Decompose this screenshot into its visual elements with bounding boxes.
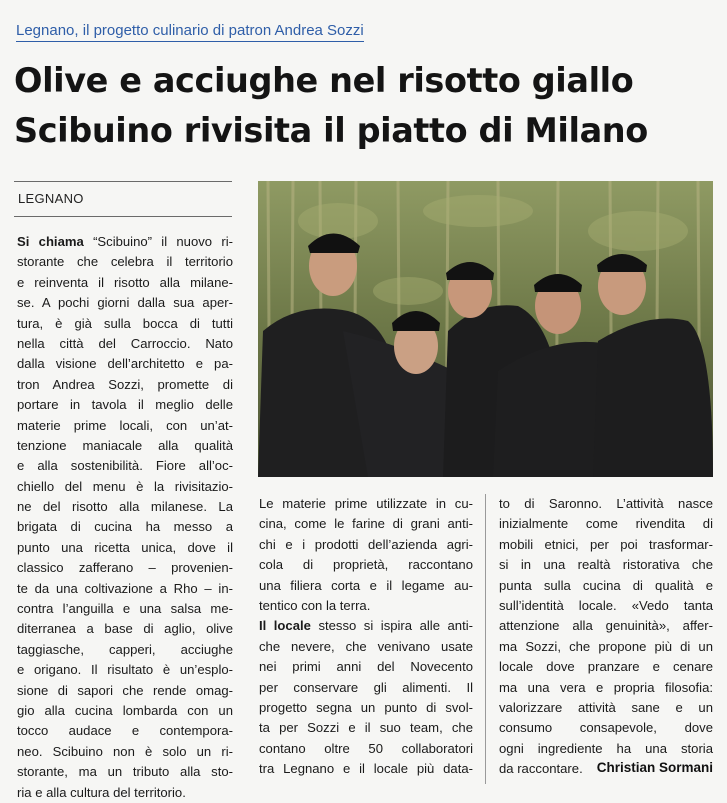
text-line: ma Sozzi, che propone più di un (499, 638, 713, 654)
byline: Christian Sormani (596, 760, 713, 775)
dateline: LEGNANO (18, 191, 84, 206)
text-line: consumo consapevole, dove (499, 720, 713, 736)
text-line: cola di proprietà, raccontano (259, 557, 473, 573)
text-line: da raccontare. (499, 761, 583, 777)
text-line: e reinventa il risotto alla milane- (17, 274, 233, 290)
headline-line-1: Olive e acciughe nel risotto giallo (14, 61, 634, 100)
text-line: ogni ingrediente ha una storia (499, 740, 713, 756)
text-line: inizialmente come rivendita di (499, 516, 713, 532)
text-line: ta per Sozzi e il suo team, che (259, 720, 473, 736)
lead-words: Il locale (259, 618, 311, 634)
text-line: nella città del Carroccio. Nato (17, 335, 233, 351)
text-line: sione di sapori che rende omag- (17, 682, 233, 698)
rule-top (14, 181, 232, 182)
text-line: contano oltre 50 collaboratori (259, 740, 473, 756)
text-line: to di Saronno. L’attività nasce (499, 496, 713, 511)
text-line: taggiasche, capperi, acciughe (17, 641, 233, 657)
text-line: ne del risotto alla milanese. La (17, 499, 233, 515)
headline (14, 56, 719, 156)
text-line: chi e i prodotti dell’azienda agri- (259, 536, 473, 552)
text-line (17, 232, 233, 252)
chefs-photo (258, 181, 713, 477)
text-line: valorizzare attività sane e un (499, 699, 713, 715)
text-line: e origano. Il risultato è un’esplo- (17, 662, 233, 678)
text-line: tron Andrea Sozzi, promette di (17, 376, 233, 392)
text-line: tura, è già sulla bocca di tutti (17, 315, 233, 331)
text-line: Le materie prime utilizzate in cu- (259, 496, 473, 511)
text-run: “Scibuino” il nuovo ri- (83, 234, 233, 249)
text-line: sull’identità locale. «Vedo tanta (499, 597, 713, 613)
text-line: tocco audace e contempora- (17, 723, 233, 739)
lead-words: Si chiama (17, 234, 84, 249)
text-line: per conservare gli alimenti. Il (259, 679, 473, 695)
text-line: ma una vera e propria filosofia: (499, 679, 713, 695)
text-line: se. A pochi giorni dalla sua aper- (17, 295, 233, 311)
text-line: portare in tavola il meglio delle (17, 397, 233, 413)
text-line: tenzione maniacale alla qualità (17, 437, 233, 453)
text-line: storante, ma un tributo alla sto- (17, 764, 233, 780)
headline-line-2: Scibuino rivisita il piatto di Milano (14, 111, 648, 150)
article-column-2 (259, 494, 473, 779)
text-line: che nevere, che venivano usate (259, 638, 473, 654)
text-line: neo. Scibuino non è solo un ri- (17, 743, 233, 759)
article-column-1 (17, 232, 233, 803)
column-divider (485, 494, 486, 784)
kicker: Legnano, il progetto culinario di patron Andrea Sozzi (16, 22, 364, 42)
text-line: e alla sostenibilità. Fiore all’oc- (17, 458, 233, 474)
text-line: punta sulla cucina di qualità e (499, 577, 713, 593)
text-line: contra l’anguilla e una salsa me- (17, 601, 233, 617)
text-line: te da una coltivazione a Rho – in- (17, 580, 233, 596)
text-line: materie prime locali, con un’at- (17, 417, 233, 433)
text-line: tentico con la terra. (259, 597, 371, 613)
text-line: classico zafferano – provenien- (17, 560, 233, 576)
text-line: punto una ricetta unica, dove il (17, 539, 233, 555)
text-line: ria e alla cultura del territorio. (17, 784, 186, 800)
text-line: chiello del menu è la rivisitazio- (17, 478, 233, 494)
text-line: diterranea a base di aglio, olive (17, 621, 233, 637)
text-line: nei primi anni del Novecento (259, 659, 473, 675)
text-run: stesso si ispira alle anti- (310, 618, 473, 634)
text-line: gio alla cucina lombarda con un (17, 702, 233, 718)
text-line: dalla visione dell’architetto e pa- (17, 356, 233, 372)
chefs-photo-illustration (258, 181, 713, 477)
text-line: attenzione alla genuinità», affer- (499, 618, 713, 634)
text-line: progetto segna un punto di svol- (259, 699, 473, 715)
rule-dateline (14, 216, 232, 217)
article-column-3 (499, 494, 713, 779)
text-line: tra Legnano e il locale più data- (259, 761, 473, 777)
text-line (259, 616, 473, 636)
text-line: locale dove pranzare e cenare (499, 659, 713, 675)
text-line: si in una realtà ristorativa che (499, 557, 713, 573)
text-line: una filiera corta e il legame au- (259, 577, 473, 593)
text-line: brigata di cucina ha messo a (17, 519, 233, 535)
text-line: mobili etnici, per poi trasformar- (499, 536, 713, 552)
text-line: cina, come le farine di grani anti- (259, 516, 473, 532)
text-line: storante che celebra il territorio (17, 254, 233, 270)
